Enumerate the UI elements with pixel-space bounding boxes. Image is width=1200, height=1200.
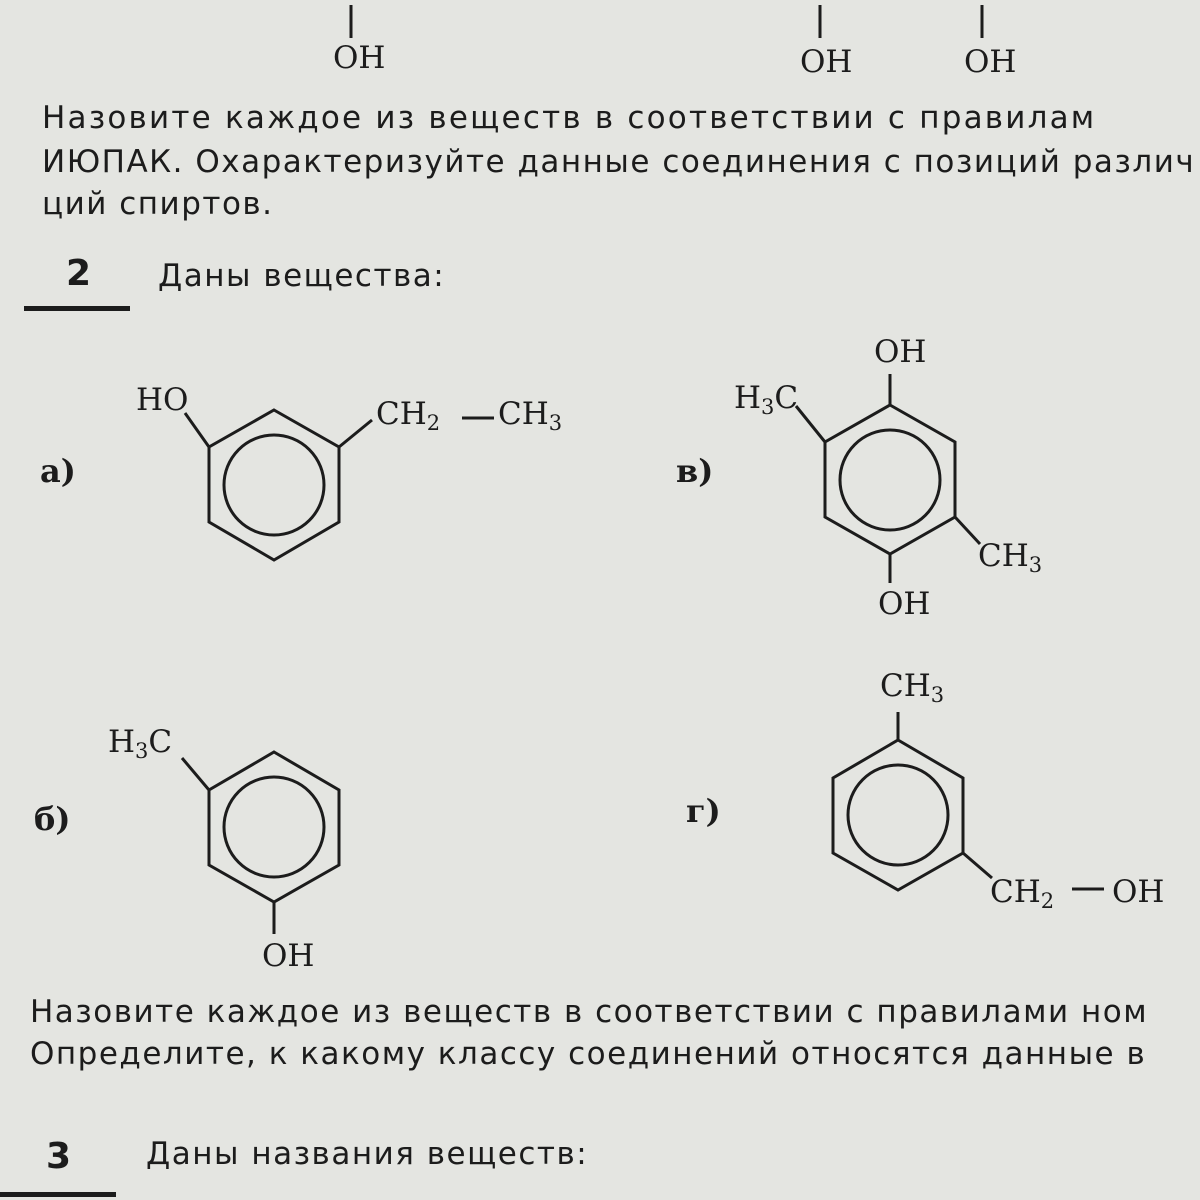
molecule-a-ring bbox=[185, 410, 494, 560]
top-oh-right: OH bbox=[964, 44, 1017, 80]
item-a-ho: HO bbox=[136, 382, 189, 418]
item-c-oh-bottom: OH bbox=[878, 586, 931, 622]
item-b-label: б) bbox=[34, 800, 71, 838]
item-c-ch3: $CH_3$ bbox=[978, 538, 1043, 577]
item-c-label: в) bbox=[676, 452, 714, 490]
task2-heading: Даны вещества: bbox=[158, 258, 446, 294]
item-d-ch3: $CH_3$ bbox=[880, 668, 945, 707]
task1-text-line2: ИЮПАК. Охарактеризуйте данные соединения с позиций различ bbox=[42, 144, 1196, 180]
task3-number: 3 bbox=[46, 1136, 72, 1177]
item-b-oh: OH bbox=[262, 938, 315, 974]
task2-instruction-line2: Определите, к какому классу соединений относятся данные в bbox=[30, 1036, 1147, 1072]
task3-heading: Даны названия веществ: bbox=[146, 1136, 589, 1172]
molecule-c-ring bbox=[796, 374, 980, 583]
top-oh-mid: OH bbox=[800, 44, 853, 80]
molecule-d-ring bbox=[833, 712, 1104, 890]
item-b-h3c: $H_3C$ bbox=[108, 724, 173, 763]
item-d-ch2: $CH_2$ bbox=[990, 874, 1055, 913]
task1-text-line3: ций спиртов. bbox=[42, 186, 274, 222]
item-a-ch2: $CH_2$ bbox=[376, 396, 441, 435]
item-d-label: г) bbox=[686, 792, 721, 830]
task2-instruction-line1: Назовите каждое из веществ в соответствии с правилами ном bbox=[30, 994, 1149, 1030]
task3-number-underline bbox=[0, 1192, 116, 1197]
top-oh-left: OH bbox=[333, 40, 386, 76]
task2-number: 2 bbox=[66, 253, 92, 294]
item-d-oh: OH bbox=[1112, 874, 1165, 910]
item-c-h3c: $H_3C$ bbox=[734, 380, 799, 419]
item-a-ch3: $CH_3$ bbox=[498, 396, 563, 435]
task1-text-line1: Назовите каждое из веществ в соответствии с правилам bbox=[42, 100, 1097, 136]
item-a-label: а) bbox=[40, 452, 76, 490]
molecule-b-ring bbox=[182, 752, 339, 934]
item-c-oh-top: OH bbox=[874, 334, 927, 370]
